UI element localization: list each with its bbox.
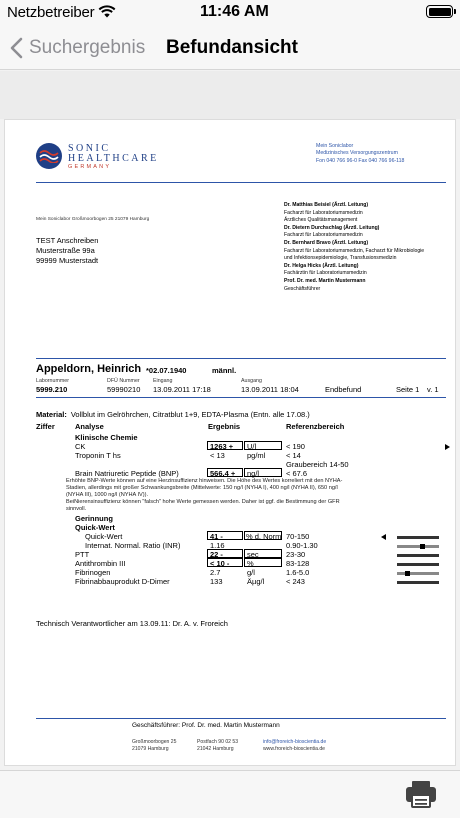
result-name-ck: CK bbox=[75, 442, 86, 451]
page-title: Befundansicht bbox=[166, 37, 298, 58]
back-button-label: Suchergebnis bbox=[29, 37, 146, 58]
result-ref-ddimer: < 243 bbox=[286, 577, 305, 586]
page-number: Seite 1 bbox=[396, 385, 420, 394]
range-marker-inr bbox=[420, 544, 425, 549]
clock-time: 11:46 AM bbox=[200, 3, 269, 20]
print-button[interactable] bbox=[404, 779, 438, 809]
patient-sex: männl. bbox=[212, 366, 237, 375]
result-value-quick: 41 - bbox=[210, 532, 223, 541]
result-value-ddimer: 133 bbox=[210, 577, 223, 586]
material-line: Material: Vollblut im Gelröhrchen, Citratblut 1+9, EDTA-Plasma (Entn. alle 17.08.) bbox=[36, 410, 310, 419]
lab-number: 5999.210 bbox=[36, 385, 68, 394]
result-value-fibrinogen: 2.7 bbox=[210, 568, 221, 577]
result-ref-quick: 70-150 bbox=[286, 532, 310, 541]
doctors-list: Dr. Matthias Beisiel (Ärztl. Leitung) Facharzt für Laboratoriumsmedizin Ärztliches Qualitätsmanagement Dr. Dietern Durchschlag (Ärztl. Leitung) Facharzt für Laboratoriumsmedizin Dr. Bernhard Bravo (Ärztl. Leitung) Facharzt für Laboratoriumsmedizin, Facharzt für Mikrobiologie und Infektionsepidemiologie, Transfusionsmedizin Dr. Helga Hicks (Ärztl. Leitung) Fachärztin für Laboratoriumsmedizin Prof. Dr. med. Martin Mustermann Geschäftsführer bbox=[284, 202, 425, 292]
range-bar-at3 bbox=[397, 563, 439, 566]
result-unit-ck: U/l bbox=[247, 442, 257, 451]
low-arrow-icon bbox=[381, 534, 386, 540]
printer-icon bbox=[404, 779, 438, 809]
back-button[interactable] bbox=[10, 34, 145, 62]
result-name-ptt: PTT bbox=[75, 550, 90, 559]
bottom-toolbar bbox=[0, 770, 460, 818]
meta-divider bbox=[36, 397, 446, 398]
result-unit-troponin: pg/ml bbox=[247, 451, 266, 460]
result-value-troponin: < 13 bbox=[210, 451, 225, 460]
result-value-bnp: 566.4 + bbox=[210, 469, 236, 478]
footer-managing: Geschäftsführer: Prof. Dr. med. Martin Mustermann bbox=[132, 722, 280, 729]
result-ref-ck: < 190 bbox=[286, 442, 305, 451]
footer-address: Großmoorbogen 25 21079 Hamburg bbox=[132, 739, 177, 752]
report-status: Endbefund bbox=[325, 385, 362, 394]
lab-contact: Mein Soniclabor Medizinisches Versorgungszentrum Fon 040 766 96-0 Fax 040 766 96-118 bbox=[316, 143, 405, 164]
wifi-icon bbox=[98, 5, 116, 18]
issued-label: Ausgang bbox=[241, 378, 262, 384]
footer-divider bbox=[36, 718, 446, 719]
result-unit-fibrinogen: g/l bbox=[247, 568, 255, 577]
section-gerinnung: Gerinnung bbox=[75, 514, 113, 523]
range-bar-fibrinogen bbox=[397, 572, 439, 575]
logo-text-germany: GERMANY bbox=[68, 164, 112, 170]
result-ref-inr: 0.90-1.30 bbox=[286, 541, 318, 550]
battery-icon bbox=[426, 5, 453, 18]
footer-web: info@froreich-bioscientia.de www.froreich-bioscientia.de bbox=[263, 739, 327, 752]
lab-report-document[interactable] bbox=[4, 119, 456, 766]
column-header-analyse: Analyse bbox=[75, 422, 104, 431]
result-ref-bnp: < 67.6 bbox=[286, 469, 308, 478]
result-value-ck: 1263 + bbox=[210, 442, 234, 451]
result-ref-at3: 83-128 bbox=[286, 559, 310, 568]
result-name-bnp: Brain Natriuretic Peptide (BNP) bbox=[75, 469, 179, 478]
chevron-left-icon bbox=[10, 37, 23, 59]
patient-divider bbox=[36, 358, 446, 359]
result-unit-quick: % d. Norm bbox=[246, 532, 282, 541]
navigation-bar bbox=[0, 26, 460, 70]
logo-text-sonic: SONIC bbox=[68, 143, 111, 154]
range-marker-fibrinogen bbox=[405, 571, 410, 576]
section-quick-wert: Quick-Wert bbox=[75, 523, 115, 532]
result-value-ptt: 22 - bbox=[210, 550, 223, 559]
responsible-line: Technisch Verantwortlicher am 13.09.11: Dr. A. v. Froreich bbox=[36, 619, 228, 628]
result-unit-ptt: sec bbox=[247, 550, 259, 559]
dfu-number: 59990210 bbox=[107, 385, 141, 394]
document-top-spacer bbox=[0, 71, 460, 119]
bnp-note: Erhöhte BNP-Werte können auf eine Herzinsuffizienz hinweisen. Die Höhe des Wertes korreliert mit den NYHA- Stadien, allerdings mit großer Schwankungsbreite (Mittelwerte: 150 ng/l (NYHA I), 400 ng/l (NYHA II), 650 ng/l (NYHA III), 1000 ng/l (NYHA IV)). BeiNierensinsuffizienz können "falsch" hohe Werte gemessen werden. Daher ist ggf. die Bestimmung der GFR sinnvoll. bbox=[66, 478, 343, 512]
patient-name: Appeldorn, Heinrich bbox=[36, 363, 142, 375]
logo-text-healthcare: HEALTHCARE bbox=[68, 153, 159, 164]
recipient-address: TEST Anschreiben Musterstraße 99a 99999 Musterstadt bbox=[36, 236, 99, 265]
range-bar-quick bbox=[397, 536, 439, 539]
column-header-referenz: Referenzbereich bbox=[286, 422, 345, 431]
footer-postbox: Postfach 90 02 53 21042 Hamburg bbox=[197, 739, 239, 752]
status-bar bbox=[0, 0, 460, 26]
result-value-inr: 1.16 bbox=[210, 541, 225, 550]
result-name-inr: Internat. Normal. Ratio (INR) bbox=[85, 541, 181, 550]
result-unit-at3: % bbox=[247, 559, 254, 568]
result-unit-ddimer: Äµg/l bbox=[247, 577, 265, 586]
section-klinische-chemie: Klinische Chemie bbox=[75, 433, 138, 442]
range-bar-inr bbox=[397, 545, 439, 548]
result-ref-fibrinogen: 1.6-5.0 bbox=[286, 568, 310, 577]
range-bar-ddimer bbox=[397, 581, 439, 584]
column-header-ergebnis: Ergebnis bbox=[208, 422, 241, 431]
result-name-troponin: Troponin T hs bbox=[75, 451, 121, 460]
issued-date: 13.09.2011 18:04 bbox=[241, 385, 299, 394]
result-name-fibrinogen: Fibrinogen bbox=[75, 568, 111, 577]
result-unit-bnp: ng/l bbox=[247, 469, 260, 478]
result-ref-ptt: 23-30 bbox=[286, 550, 306, 559]
dfu-number-label: DFÜ Nummer bbox=[107, 378, 140, 384]
logo-mark-icon bbox=[36, 143, 62, 169]
result-name-at3: Antithrombin III bbox=[75, 559, 126, 568]
result-value-at3: < 10 - bbox=[210, 559, 230, 568]
received-date: 13.09.2011 17:18 bbox=[153, 385, 211, 394]
range-bar-ptt bbox=[397, 554, 439, 557]
footer-email-link[interactable]: info@froreich-bioscientia.de bbox=[263, 739, 327, 745]
result-name-quick: Quick-Wert bbox=[85, 532, 123, 541]
result-name-ddimer: Fibrinabbauprodukt D-Dimer bbox=[75, 577, 170, 586]
received-label: Eingang bbox=[153, 378, 173, 384]
header-divider bbox=[36, 182, 446, 183]
result-ref2-troponin: Graubereich 14-50 bbox=[286, 460, 349, 469]
company-logo bbox=[36, 143, 176, 173]
report-version: v. 1 bbox=[427, 385, 439, 394]
sender-line: Mein Soniclabor Großmoorbogen 25 21079 Hamburg bbox=[36, 217, 150, 222]
carrier-label: Netzbetreiber bbox=[7, 4, 95, 21]
column-header-ziffer: Ziffer bbox=[36, 422, 55, 431]
high-arrow-icon bbox=[445, 444, 450, 450]
lab-number-label: Labornummer bbox=[36, 378, 69, 384]
patient-dob: *02.07.1940 bbox=[146, 366, 187, 375]
result-ref-troponin: < 14 bbox=[286, 451, 301, 460]
